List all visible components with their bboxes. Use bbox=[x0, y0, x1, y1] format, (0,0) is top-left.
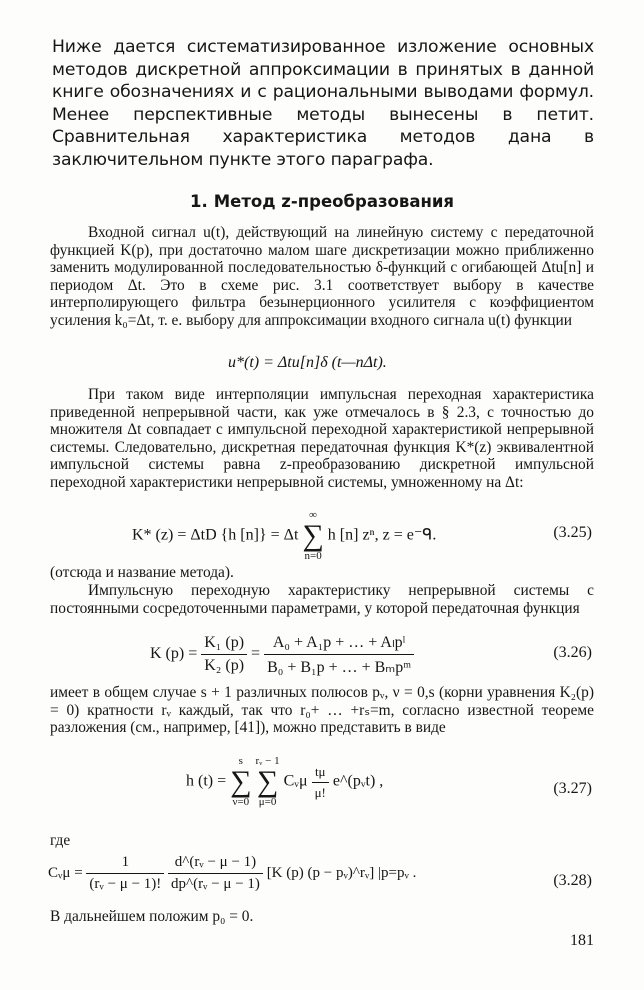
eq326-frac1-numerator: K₁ (p) bbox=[201, 634, 247, 655]
eq327-lhs: h (t) = bbox=[186, 772, 227, 790]
eq326-fraction-k bbox=[201, 634, 247, 675]
eq328-frac2-denominator: dp^(rᵥ − μ − 1) bbox=[171, 876, 260, 892]
eq326-frac2-denominator: B₀ + B₁p + … + Bₘpᵐ bbox=[267, 659, 412, 676]
eq328-tail: [K (p) (p − pᵥ)^rᵥ] |p=pᵥ . bbox=[266, 864, 417, 881]
eq327-exponential: e^(pᵥt) , bbox=[332, 772, 384, 790]
eq325-sum: ∞ ∑ n=0 bbox=[302, 509, 324, 562]
paragraph-where: где bbox=[50, 832, 71, 849]
section-heading bbox=[0, 192, 644, 211]
eq327-frac-denominator: μ! bbox=[314, 784, 326, 800]
eq327-frac-numerator: tμ bbox=[312, 764, 329, 783]
eq326-frac1-denominator: K₂ (p) bbox=[204, 657, 245, 674]
paragraph-impulse-response: Импульсную переходную характеристику непрерывной системы с постоянными сосредоточенными параметрами, у которой передаточная функция bbox=[50, 582, 594, 617]
paragraph-input-signal: Входной сигнал u(t), действующий на линейную систему с передаточной функцией K(p), при достаточно малом шаге дискретизации можно приближенно заменить модулированной последовательностью δ-функций с огибающей Δtu[n] и периодом Δt. Это в схеме рис. 3.1 соответствует выбору в качестве интерполирующего фильтра безынерционного усилителя с коэффициентом усиления k₀=Δt, т. е. выбору для аппроксимации входного сигнала u(t) функции bbox=[50, 224, 594, 329]
equation-number-3-27: (3.27) bbox=[553, 780, 592, 797]
eq325-sum-upper: ∞ bbox=[309, 509, 318, 521]
equation-3-25 bbox=[0, 502, 644, 562]
paragraph-poles: имеет в общем случае s + 1 различных полюсов pᵥ, ν = 0,s (корни уравнения K₂(p) = 0) кратности rᵥ каждый, так что r₀+ … +rₛ=m, согласно известной теореме разложения (см., например, [41]), можно представить в виде bbox=[50, 684, 594, 737]
equation-number-3-25: (3.25) bbox=[553, 524, 592, 541]
eq327-sum-mu: rᵥ − 1 ∑ μ=0 bbox=[255, 755, 280, 808]
equation-number-3-26: (3.26) bbox=[553, 644, 592, 661]
eq328-lhs: Cᵥμ = bbox=[48, 864, 83, 881]
eq327-sum1-upper: s bbox=[238, 755, 243, 767]
eq327-coef: Cᵥμ bbox=[283, 772, 308, 790]
formula-u-star bbox=[0, 354, 644, 376]
eq328-frac1-denominator: (rᵥ − μ − 1)! bbox=[89, 876, 162, 892]
equation-3-28 bbox=[0, 850, 644, 906]
eq327-sum-nu: s ∑ ν=0 bbox=[230, 755, 252, 808]
equation-3-26-body: K (p) = $\frac{\text{K₁ (p)}}{\text{K₂ (p)}}$ = $\frac{\text{A₀ + A₁p + … + Aₗpˡ}}{\text{B₀ + B₁p + … + Bₘpᵐ}}$ bbox=[150, 632, 414, 677]
eq327-sum2-upper: rᵥ − 1 bbox=[255, 755, 280, 767]
equation-3-25-body bbox=[132, 510, 436, 562]
formula-u-star-text: u*(t) = Δtu[n]δ (t—nΔt). bbox=[228, 354, 387, 371]
eq327-fraction bbox=[312, 764, 329, 801]
eq328-frac2-numerator: d^(rᵥ − μ − 1) bbox=[168, 854, 263, 874]
eq325-lhs: K* (z) = ΔtD {h [n]} = Δt bbox=[132, 526, 299, 544]
intro-paragraph: Ниже дается систематизированное изложение основных методов дискретной аппроксимации в принятых в данной книге обозначениях и с рациональными выводами формул. Менее перспективные методы вынесены в петит. Сравнительная характеристика методов дана в заключительном пункте этого параграфа. bbox=[52, 37, 594, 170]
equation-3-27 bbox=[0, 754, 644, 826]
eq328-fraction-factorial bbox=[86, 854, 164, 893]
eq328-frac1-numerator: 1 bbox=[86, 854, 164, 874]
page-number: 181 bbox=[570, 932, 594, 949]
equation-3-26 bbox=[0, 628, 644, 680]
eq328-fraction-derivative bbox=[168, 854, 263, 893]
eq326-fraction-poly bbox=[264, 632, 414, 677]
section-number: 1. bbox=[189, 192, 208, 211]
eq327-sum1-lower: ν=0 bbox=[232, 796, 250, 808]
eq325-rhs: h [n] zⁿ, z = e⁻ᑫ. bbox=[327, 526, 437, 544]
paragraph-interpolation: При таком виде интерполяции импульсная переходная характеристика приведенной непрерывной части, как уже отмечалось в § 2.3, с точностью до множителя Δt совпадает с импульсной переходной характеристикой непрерывной системы. Следовательно, дискретная передаточная функция K*(z) эквивалентной импульсной системы равна z-преобразованию дискретной импульсной переходной характеристики непрерывной системы, умноженному на Δt: bbox=[50, 386, 594, 491]
paragraph-method-name: (отсюда и название метода). bbox=[50, 564, 234, 581]
equation-3-27-body bbox=[186, 756, 383, 808]
eq325-sum-lower: n=0 bbox=[304, 550, 322, 562]
eq326-lhs: K (p) = bbox=[150, 645, 198, 663]
eq327-sum2-lower: μ=0 bbox=[258, 796, 277, 808]
section-title: Метод z-преобразования bbox=[213, 192, 455, 211]
equation-3-28-body bbox=[48, 854, 416, 893]
eq326-frac2-numerator: A₀ + A₁p + … + Aₗpˡ bbox=[264, 632, 414, 655]
equation-number-3-28: (3.28) bbox=[553, 872, 592, 889]
paragraph-p0-zero: В дальнейшем положим p₀ = 0. bbox=[50, 908, 254, 925]
